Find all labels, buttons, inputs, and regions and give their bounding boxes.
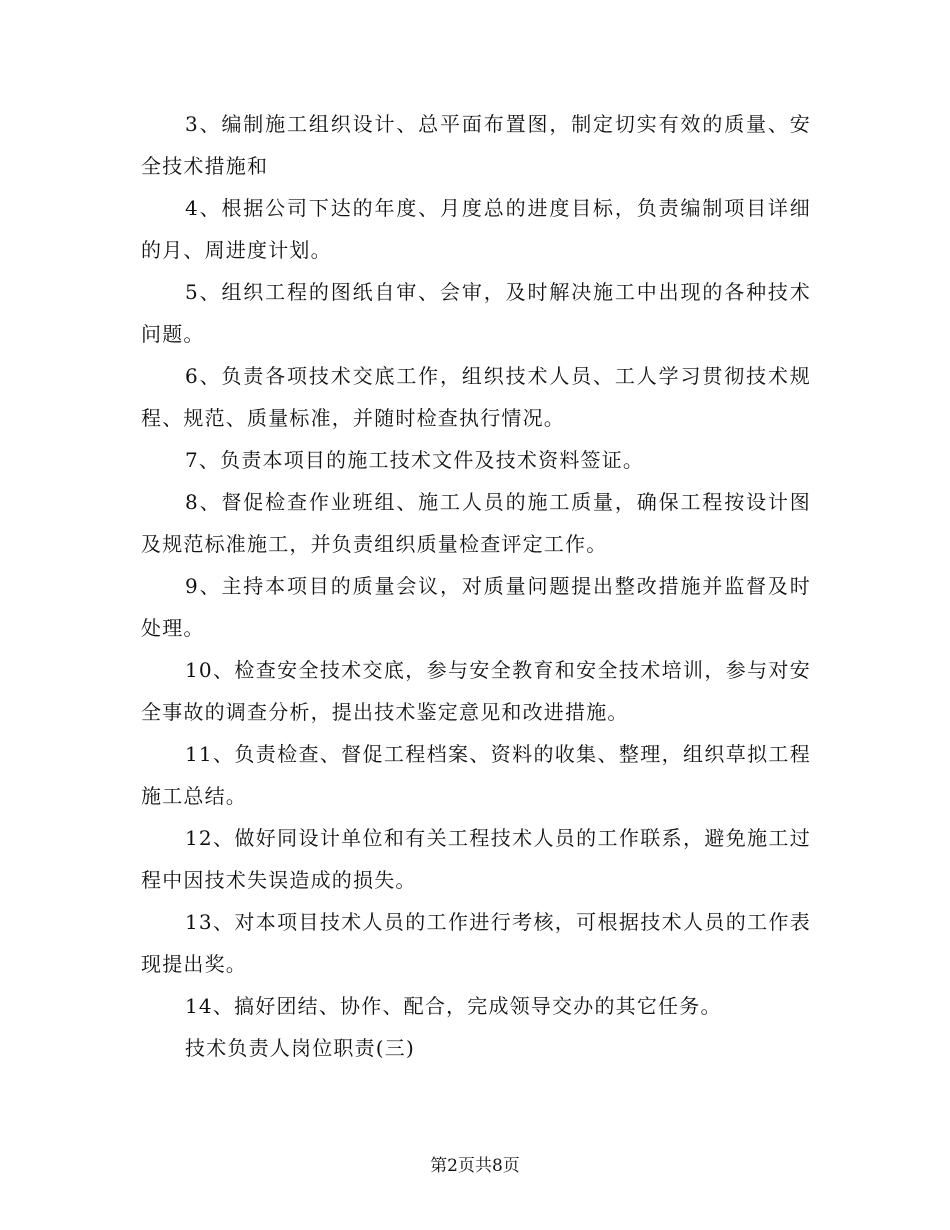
- paragraph-item-9: 9、主持本项目的质量会议，对质量问题提出整改措施并监督及时处理。: [141, 574, 811, 640]
- paragraph-item-13: 13、对本项目技术人员的工作进行考核，可根据技术人员的工作表现提出奖。: [141, 910, 811, 976]
- paragraph-item-14: 14、搞好团结、协作、配合，完成领导交办的其它任务。: [185, 994, 722, 1018]
- paragraph-item-12: 12、做好同设计单位和有关工程技术人员的工作联系，避免施工过程中因技术失误造成的损失。: [141, 826, 811, 892]
- paragraph-item-5: 5、组织工程的图纸自审、会审，及时解决施工中出现的各种技术问题。: [141, 280, 811, 346]
- section-heading: 技术负责人岗位职责(三): [185, 1036, 416, 1060]
- document-body: [141, 103, 811, 1069]
- paragraph-item-11: 11、负责检查、督促工程档案、资料的收集、整理，组织草拟工程施工总结。: [141, 742, 811, 808]
- paragraph-item-3: 3、编制施工组织设计、总平面布置图，制定切实有效的质量、安全技术措施和: [141, 112, 811, 178]
- page-number-footer: 第2页共8页: [430, 1156, 520, 1176]
- paragraph-item-10: 10、检查安全技术交底，参与安全教育和安全技术培训，参与对安全事故的调查分析，提出技术鉴定意见和改进措施。: [141, 658, 811, 724]
- paragraph-item-4: 4、根据公司下达的年度、月度总的进度目标，负责编制项目详细的月、周进度计划。: [141, 196, 811, 262]
- paragraph-item-7: 7、负责本项目的施工技术文件及技术资料签证。: [185, 448, 645, 472]
- paragraph-item-8: 8、督促检查作业班组、施工人员的施工质量，确保工程按设计图及规范标准施工，并负责组织质量检查评定工作。: [141, 490, 811, 556]
- paragraph-item-6: 6、负责各项技术交底工作，组织技术人员、工人学习贯彻技术规程、规范、质量标准，并随时检查执行情况。: [141, 364, 811, 430]
